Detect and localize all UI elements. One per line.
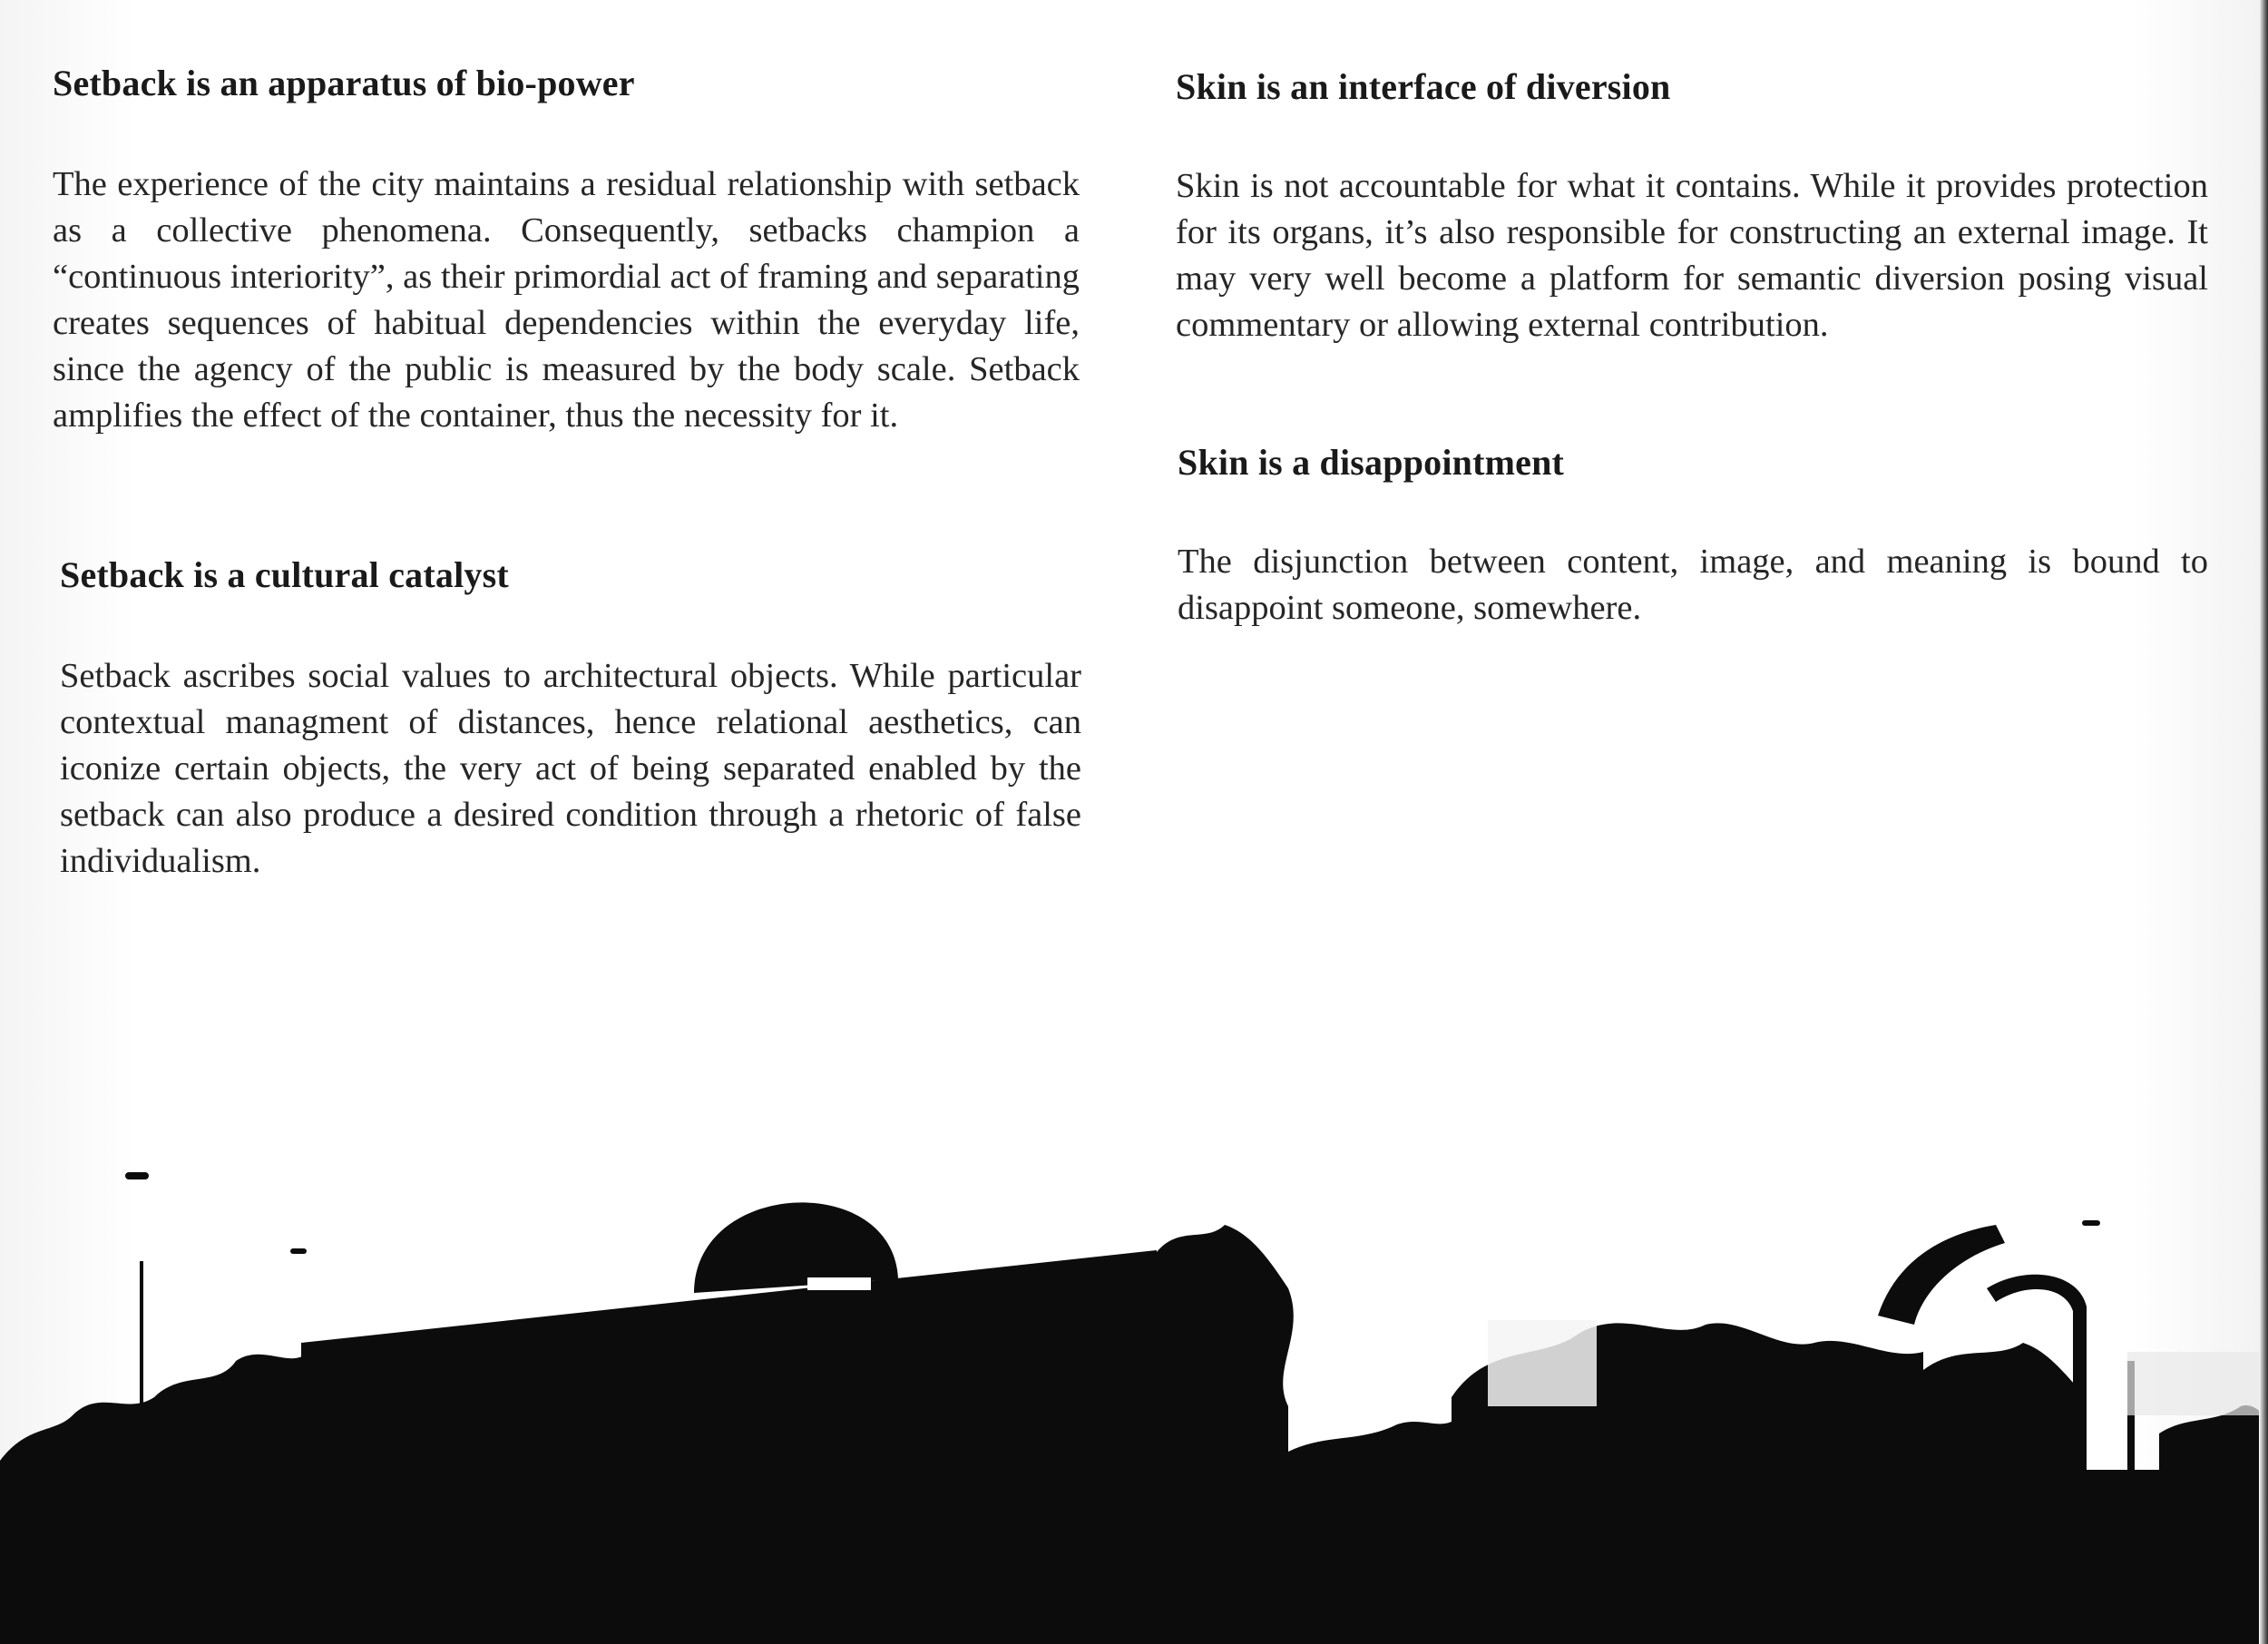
silhouette-skyline-image bbox=[0, 1071, 2268, 1644]
section-body: The experience of the city maintains a residual relationship with setback as a collective phenomena. Consequently, setbacks champion a “continuous interiority”, as their primordial act of framing and separating creates sequences of habitual dependencies within the everyday life, since the agency of the public is measured by the body scale. Setback amplifies the effect of the container, thus the necessity for it. bbox=[53, 165, 1080, 435]
section-body: The disjunction between content, image, and meaning is bound to disappoint someone, somewhere. bbox=[1178, 543, 2208, 627]
section-body: Setback ascribes social values to architectural objects. While particular contextual managment of distances, hence relational aesthetics, can iconize certain objects, the very act of being separated enabled by the setback can also produce a desired condition through a rhetoric of false individualism. bbox=[60, 657, 1081, 880]
section-body: Skin is not accountable for what it contains. While it provides protection for its organs, it’s also responsible for constructing an external image. It may very well become a platform for semantic diversion posing visual commentary or allowing external contribution. bbox=[1176, 167, 2208, 344]
section-interface-of-diversion bbox=[1176, 65, 2208, 348]
section-bio-power bbox=[53, 62, 1080, 439]
page-edge-shadow bbox=[2259, 0, 2268, 1644]
section-disappointment bbox=[1178, 441, 2208, 631]
section-heading: Setback is a cultural catalyst bbox=[60, 554, 509, 595]
section-heading: Skin is a disappointment bbox=[1178, 442, 1565, 483]
section-heading: Skin is an interface of diversion bbox=[1176, 66, 1671, 107]
section-cultural-catalyst bbox=[60, 553, 1081, 885]
section-heading: Setback is an apparatus of bio-power bbox=[53, 63, 635, 103]
